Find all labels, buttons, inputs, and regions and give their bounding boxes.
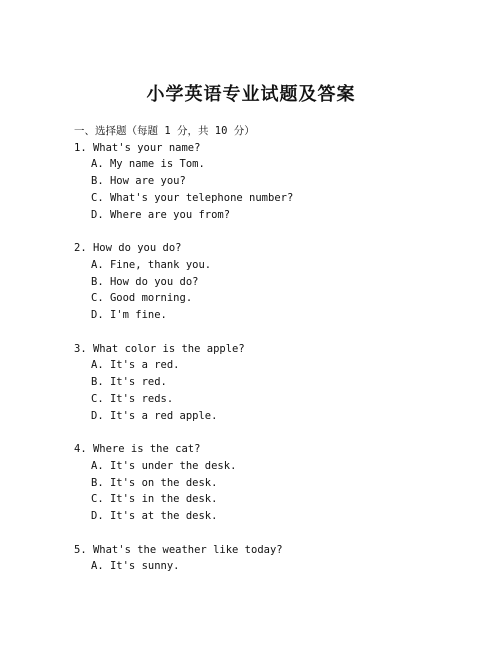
document-body [74,123,474,575]
question-stem: 1. What's your name? [74,141,201,154]
spacer [74,424,474,441]
spacer [74,324,474,341]
answer-option: C. Good morning. [91,292,193,305]
spacer [74,223,474,240]
question-block-1 [74,140,474,224]
answer-option: A. It's sunny. [91,560,180,573]
answer-option: C. What's your telephone number? [91,191,294,204]
answer-option: C. It's reds. [91,392,174,405]
answer-option: A. My name is Tom. [91,158,205,171]
spacer [74,525,474,542]
question-block-5 [74,542,474,575]
answer-option: A. It's a red. [91,359,180,372]
question-block-4 [74,441,474,525]
answer-option: A. Fine, thank you. [91,258,212,271]
section-heading: 一、选择题（每题 1 分，共 10 分） [74,125,255,137]
answer-option: D. Where are you from? [91,208,231,221]
answer-option: B. How do you do? [91,275,199,288]
answer-option: D. It's a red apple. [91,409,218,422]
answer-option: D. I'm fine. [91,309,167,322]
answer-option: D. It's at the desk. [91,510,218,523]
question-stem: 3. What color is the apple? [74,342,245,355]
answer-option: B. It's on the desk. [91,476,218,489]
question-block-2 [74,240,474,324]
document-title: 小学英语专业试题及答案 [146,84,356,105]
question-block-3 [74,341,474,425]
answer-option: A. It's under the desk. [91,459,237,472]
answer-option: C. It's in the desk. [91,493,218,506]
question-stem: 4. Where is the cat? [74,443,201,456]
answer-option: B. It's red. [91,376,167,389]
question-stem: 5. What's the weather like today? [74,543,283,556]
question-stem: 2. How do you do? [74,242,182,255]
answer-option: B. How are you? [91,175,186,188]
